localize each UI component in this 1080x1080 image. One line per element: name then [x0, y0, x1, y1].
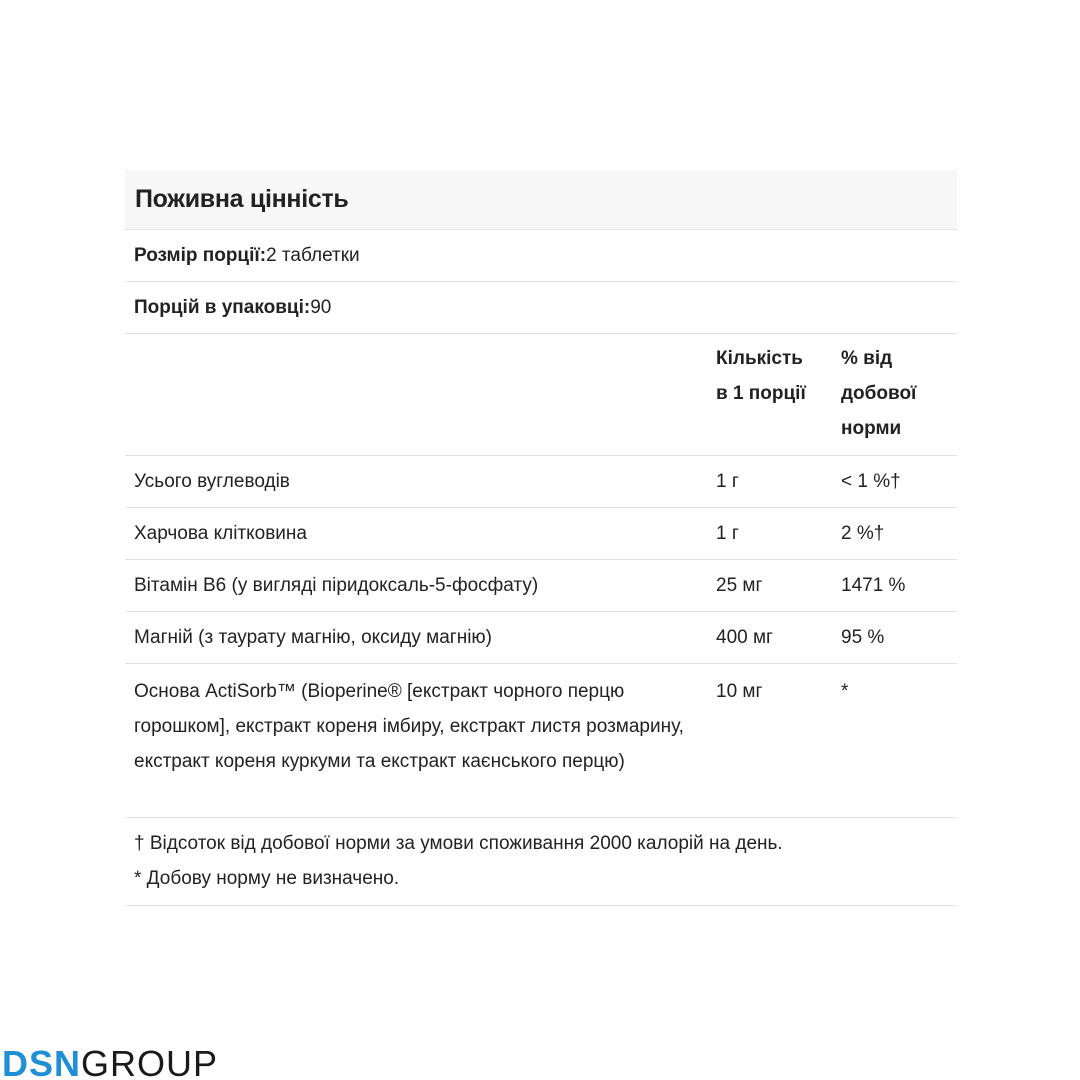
nutrient-name: Харчова клітковина	[134, 523, 307, 544]
servings-per-container-row	[125, 282, 957, 334]
footnotes	[125, 818, 957, 906]
brand-logo-dsn: DSN	[2, 1043, 82, 1080]
column-header-row	[125, 334, 957, 456]
nutrient-amount: 400 мг	[716, 627, 773, 648]
nutrient-row	[125, 456, 957, 508]
nutrient-name: Магній (з таурату магнію, оксиду магнію)	[134, 627, 493, 648]
nutrient-daily-value: 95 %	[841, 627, 885, 648]
header-name-cell	[125, 341, 707, 455]
nutrition-facts-panel	[125, 170, 957, 906]
nutrient-amount: 25 мг	[716, 575, 763, 596]
daily-value-header: % від добової норми	[841, 348, 917, 439]
nutrient-row	[125, 612, 957, 664]
nutrient-daily-value: *	[841, 681, 849, 702]
brand-logo	[2, 1043, 219, 1080]
nutrient-row	[125, 560, 957, 612]
nutrient-name: Вітамін B6 (у вигляді піридоксаль-5-фосфату)	[134, 575, 539, 596]
nutrient-daily-value: < 1 %†	[841, 471, 901, 492]
serving-size-value: 2 таблетки	[266, 244, 360, 266]
servings-per-container-label: Порцій в упаковці:	[134, 296, 311, 318]
nutrient-row	[125, 508, 957, 560]
nutrient-daily-value: 1471 %	[841, 575, 906, 596]
serving-size-row	[125, 230, 957, 282]
brand-logo-group: GROUP	[81, 1043, 219, 1080]
servings-per-container-value: 90	[310, 296, 332, 318]
footnote-not-established: * Добову норму не визначено.	[134, 868, 400, 889]
footnote-daily-value: † Відсоток від добової норми за умови споживання 2000 калорій на день.	[134, 833, 783, 854]
nutrient-amount: 10 мг	[716, 681, 763, 702]
nutrition-title: Поживна цінність	[135, 185, 349, 213]
nutrition-title-row	[125, 170, 957, 230]
nutrient-row	[125, 664, 957, 818]
serving-size-label: Розмір порції:	[134, 244, 267, 266]
nutrient-amount: 1 г	[716, 471, 739, 492]
nutrient-name: Усього вуглеводів	[134, 471, 290, 492]
amount-per-serving-header: Кількість в 1 порції	[716, 348, 806, 404]
nutrient-amount: 1 г	[716, 523, 739, 544]
nutrient-name: Основа ActiSorb™ (Bioperine® [екстракт чорного перцю горошком], екстракт кореня імбиру, екстракт листя розмарину, екстракт кореня куркуми та екстракт каєнського перцю)	[134, 681, 684, 772]
nutrient-daily-value: 2 %†	[841, 523, 885, 544]
